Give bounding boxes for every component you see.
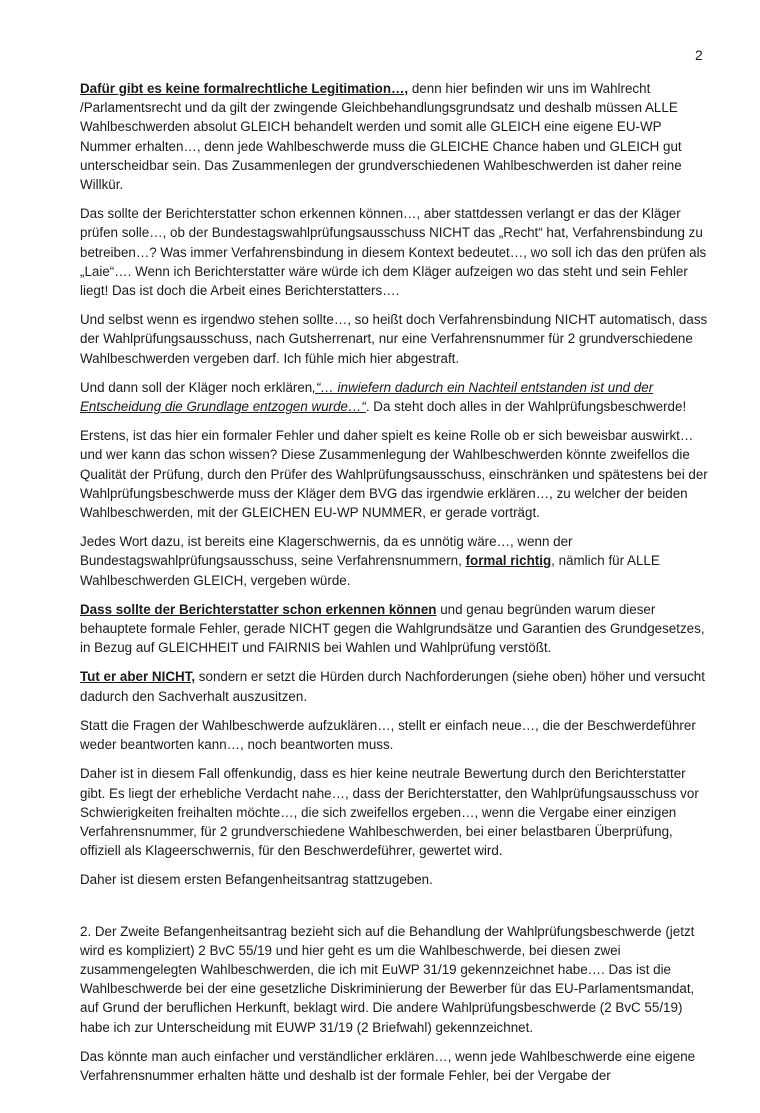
text-run: 2. Der Zweite Befangenheitsantrag bezieht sich auf die Behandlung der Wahlprüfungsbeschwerde (jetzt wird es kompliziert) 2 BvC 55/19 und hier geht es um die Wahlbeschwerde, bei diesen zwei zusammengelegten Wahlbeschwerden, die ich mit EuWP 31/19 gekennzeichnet habe…. Das ist die Wahlbeschwerde bei der eine gesetzliche Diskriminierung der Bewerber für das EU-Parlamentsmandat, auf Grund der beruflichen Herkunft, beklagt wird. Die andere Wahlprüfungsbeschwerde (2 BvC 55/19) habe ich zur Unterscheidung mit EUWP 31/19 (2 Briefwahl) gekennzeichnet. bbox=[80, 923, 695, 1035]
text-run: Erstens, ist das hier ein formaler Fehler und daher spielt es keine Rolle ob er sich beweisbar auswirkt… und wer kann das schon wissen? Diese Zusammenlegung der Wahlbeschwerden könnte zweifellos die Qualität der Prüfung, durch den Prüfer des Wahlprüfungsausschuss, einschränken und spätestens bei der Wahlprüfungsbeschwerde muss der Kläger dem BVG das irgendwie erklären…, zu welcher der beiden Wahlbeschwerden, mit der GLEICHEN EU-WP NUMMER, er gerade vorträgt. bbox=[80, 428, 708, 521]
paragraph bbox=[80, 1047, 712, 1085]
paragraph bbox=[80, 79, 712, 194]
text-run: , nämlich für ALLE Wahlbeschwerden GLEICH, vergeben würde. bbox=[80, 553, 660, 588]
paragraph bbox=[80, 426, 712, 522]
emphasized-text-run: Tut er aber NICHT, bbox=[80, 669, 196, 685]
paragraph bbox=[80, 378, 712, 416]
emphasized-text-run: ,“… inwiefern dadurch ein Nachteil entstanden ist und der Entscheidung die Grundlage entzogen wurde…“ bbox=[80, 379, 654, 415]
paragraph bbox=[80, 716, 712, 754]
text-run: Statt die Fragen der Wahlbeschwerde aufzuklären…, stellt er einfach neue…, die der Beschwerdeführer weder beantworten kann…, noch beantworten muss. bbox=[80, 717, 696, 753]
paragraph bbox=[80, 870, 712, 889]
paragraph bbox=[80, 310, 712, 368]
text-run: Jedes Wort dazu, ist bereits eine Klagerschwernis, da es unnötig wäre…, wenn der Bundestagswahlprüfungsausschuss, seine Verfahrensnummern, bbox=[80, 534, 573, 569]
paragraph bbox=[80, 764, 712, 860]
paragraph bbox=[80, 204, 712, 300]
text-run: . Da steht doch alles in der Wahlprüfungsbeschwerde! bbox=[365, 399, 687, 415]
text-run: und genau begründen warum dieser behauptete formale Fehler, gerade NICHT gegen die Wahlgrundsätze und Garantien des Grundgesetzes, in Bezug auf GLEICHHEIT und FAIRNIS bei Wahlen und Wahlprüfung verstößt. bbox=[80, 601, 705, 656]
emphasized-text-run: Dafür gibt es keine formalrechtliche Legitimation…, bbox=[80, 81, 409, 96]
emphasized-text-run: formal richtig bbox=[465, 553, 552, 569]
paragraph bbox=[80, 922, 712, 1037]
page-number: 2 bbox=[695, 47, 703, 63]
text-run: Und dann soll der Kläger noch erklären bbox=[80, 379, 313, 395]
emphasized-text-run: Dass sollte der Berichterstatter schon erkennen können bbox=[80, 601, 437, 617]
text-run: Das sollte der Berichterstatter schon erkennen können…, aber stattdessen verlangt er das der Kläger prüfen solle…, ob der Bundestagswahlprüfungsausschuss NICHT das „Recht“ hat, Verfahrensbindung zu betreiben…? Was immer Verfahrensbindung in diesem Kontext bedeutet…, wo soll ich das den prüfen als „Laie“…. Wenn ich Berichterstatter wäre würde ich dem Kläger aufzeigen wo das steht und sein Fehler liegt! Das ist doch die Arbeit eines Berichterstatters…. bbox=[80, 206, 707, 299]
text-run: sondern er setzt die Hürden durch Nachforderungen (siehe oben) höher und versucht dadurch den Sachverhalt auszusitzen. bbox=[80, 669, 705, 704]
text-run: Und selbst wenn es irgendwo stehen sollte…, so heißt doch Verfahrensbindung NICHT automatisch, dass der Wahlprüfungsausschuss, nach Gutsherrenart, nur eine Verfahrensnummer für 2 grundverschiedene Wahlbeschwerden vergeben darf. Ich fühle mich hier abgestraft. bbox=[80, 312, 708, 366]
text-run: Das könnte man auch einfacher und verständlicher erklären…, wenn jede Wahlbeschwerde eine eigene Verfahrensnummer erhalten hätte und deshalb ist der formale Fehler, bei der Vergabe der bbox=[80, 1048, 696, 1083]
paragraph bbox=[80, 532, 712, 590]
paragraph bbox=[80, 667, 712, 705]
text-run: Daher ist in diesem Fall offenkundig, dass es hier keine neutrale Bewertung durch den Berichterstatter gibt. Es liegt der erhebliche Verdacht nahe…, dass der Berichterstatter, den Wahlprüfungsausschuss vor Schwierigkeiten freihalten möchte…, die sich zweifellos ergeben…, wenn die Vergabe einer einzigen Verfahrensnummer, für 2 grundverschiedene Wahlbeschwerden, bei einer belastbaren Überprüfung, offiziell als Klageerschwernis, für den Beschwerdeführer, gewertet wird. bbox=[80, 766, 699, 859]
text-run: denn hier befinden wir uns im Wahlrecht /Parlamentsrecht und da gilt der zwingende Gleichbehandlungsgrundsatz und deshalb müssen ALLE Wahlbeschwerden absolut GLEICH behandelt werden und somit alle GLEICH eine eigene EU-WP Nummer erhalten…, denn jede Wahlbeschwerde muss die GLEICHE Chance haben und GLEICH gut unterscheidbar sein. Das Zusammenlegen der grundverschiedenen Wahlbeschwerden ist daher reine Willkür. bbox=[80, 81, 682, 193]
paragraph bbox=[80, 600, 712, 658]
document-body bbox=[80, 79, 712, 1095]
text-run: Daher ist diesem ersten Befangenheitsantrag stattzugeben. bbox=[80, 872, 433, 888]
